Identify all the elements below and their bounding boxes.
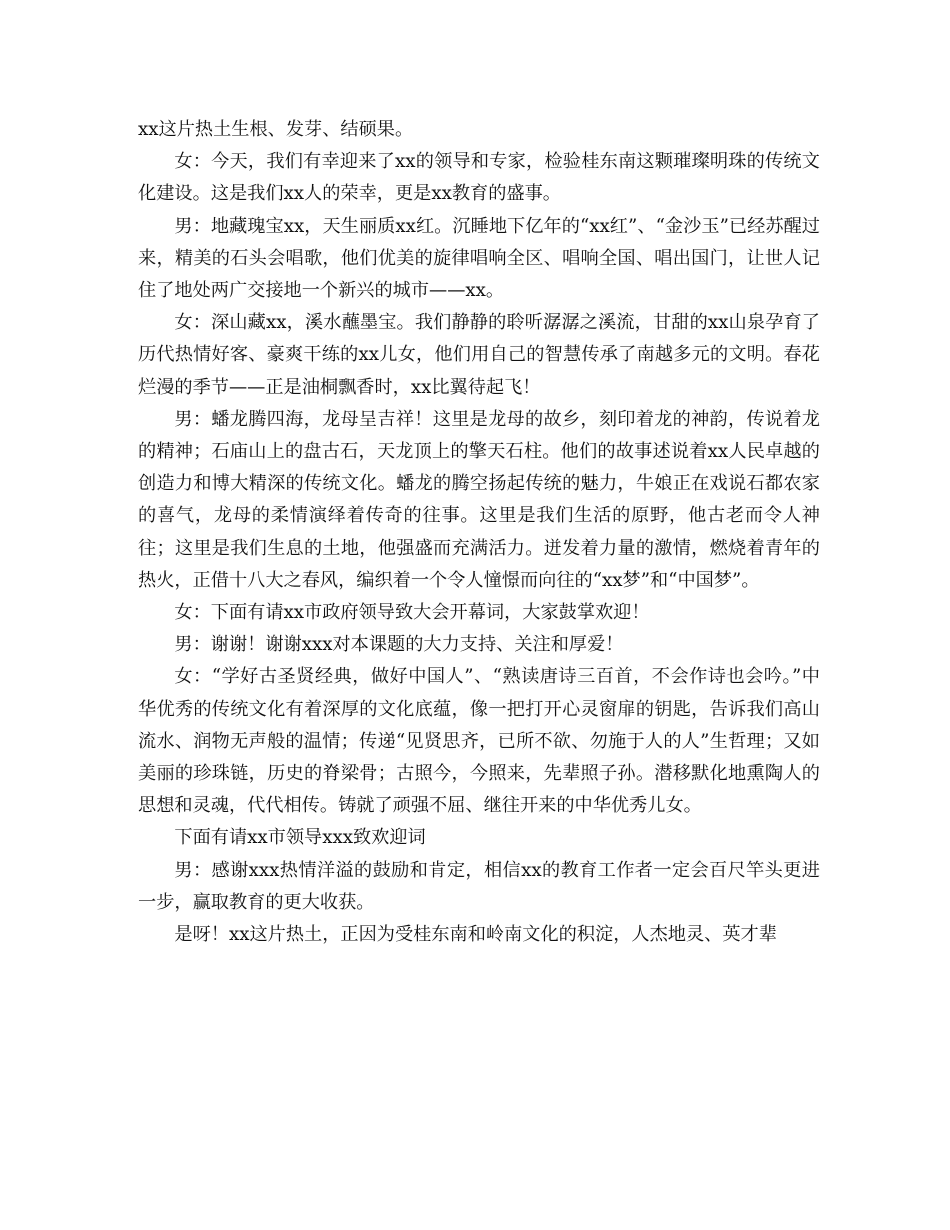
- document-page: [138, 114, 820, 951]
- paragraph: 女：“学好古圣贤经典，做好中国人”、“熟读唐诗三百首，不会作诗也会吟。”中华优秀的传统文化有着深厚的文化底蕴，像一把打开心灵窗扉的钥匙，告诉我们高山流水、润物无声般的温情；传递“见贤思齐，已所不欲、勿施于人的人”生哲理；又如美丽的珍珠链，历史的脊梁骨；古照今，今照来，先辈照子孙。潜移默化地熏陶人的思想和灵魂，代代相传。铸就了顽强不屈、继往开来的中华优秀儿女。: [138, 666, 820, 817]
- paragraph: 男：地藏瑰宝xx，天生丽质xx红。沉睡地下亿年的“xx红”、“金沙玉”已经苏醒过来，精美的石头会唱歌，他们优美的旋律唱响全区、唱响全国、唱出国门，让世人记住了地处两广交接地一个新兴的城市——xx。: [138, 215, 820, 302]
- paragraph: 男：谢谢！谢谢xxx对本课题的大力支持、关注和厚爱！: [174, 634, 624, 656]
- paragraph: 女：下面有请xx市政府领导致大会开幕词，大家鼓掌欢迎！: [174, 602, 650, 624]
- paragraph: 女：今天，我们有幸迎来了xx的领导和专家，检验桂东南这颗璀璨明珠的传统文化建设。这是我们xx人的荣幸，更是xx教育的盛事。: [138, 151, 820, 205]
- paragraph: 女：深山藏xx，溪水蘸墨宝。我们静静的聆听潺潺之溪流，甘甜的xx山泉孕育了历代热情好客、豪爽干练的xx儿女，他们用自己的智慧传承了南越多元的文明。春花烂漫的季节——正是油桐飘香时，xx比翼待起飞！: [138, 312, 820, 398]
- paragraph: 男：蟠龙腾四海，龙母呈吉祥！这里是龙母的故乡，刻印着龙的神韵，传说着龙的精神；石庙山上的盘古石，天龙顶上的擎天石柱。他们的故事述说着xx人民卓越的创造力和博大精深的传统文化。蟠龙的腾空扬起传统的魅力，牛娘正在戏说石都农家的喜气，龙母的柔情演绎着传奇的往事。这里是我们生活的原野，他古老而令人神往；这里是我们生息的土地，他强盛而充满活力。迸发着力量的激情，燃烧着青年的热火，正借十八大之春风，编织着一个令人憧憬而向往的“xx梦”和“中国梦”。: [138, 408, 820, 591]
- paragraph: 男：感谢xxx热情洋溢的鼓励和肯定，相信xx的教育工作者一定会百尺竿头更进一步，赢取教育的更大收获。: [138, 859, 820, 913]
- paragraph: 下面有请xx市领导xxx致欢迎词: [174, 827, 426, 849]
- paragraph: 是呀！xx这片热土，正因为受桂东南和岭南文化的积淀，人杰地灵、英才辈: [174, 924, 777, 946]
- paragraph: xx这片热土生根、发芽、结硕果。: [138, 119, 414, 140]
